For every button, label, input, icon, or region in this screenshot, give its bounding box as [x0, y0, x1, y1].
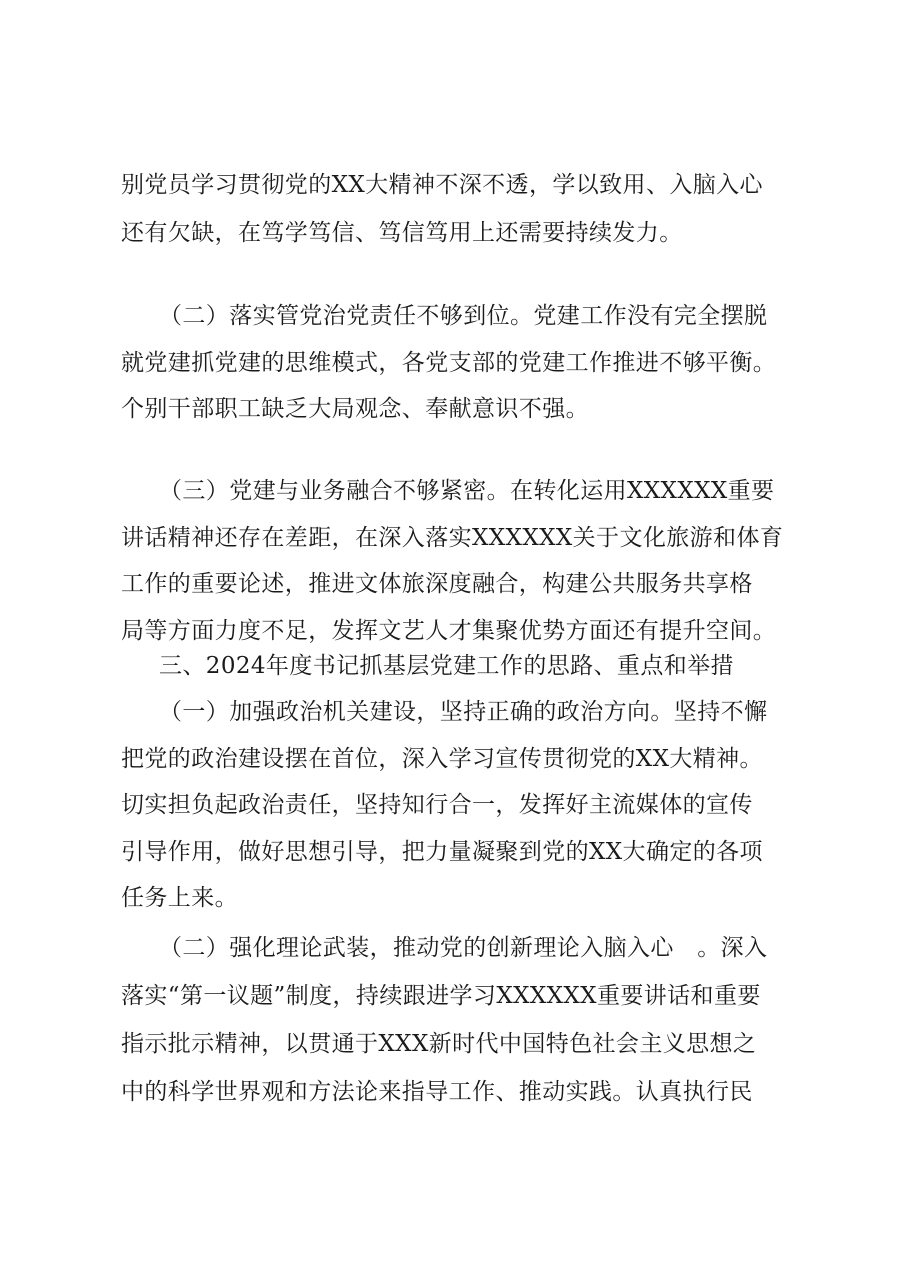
- section-heading-line: （一）加强政治机关建设，坚持正确的政治方向。坚持不懈: [159, 699, 768, 725]
- body-text-line: 中的科学世界观和方法论来指导工作、推动实践。认真执行民: [121, 1079, 753, 1105]
- body-text-line: 指示批示精神，以贯通于XXX新时代中国特色社会主义思想之: [121, 1031, 757, 1057]
- body-text-line: 局等方面力度不足，发挥文艺人才集聚优势方面还有提升空间。: [121, 618, 777, 644]
- body-text-line: 讲话精神还存在差距，在深入落实XXXXXX关于文化旅游和体育: [121, 525, 784, 551]
- body-text-line: 就党建抓党建的思维模式，各党支部的党建工作推进不够平衡。: [121, 350, 777, 376]
- body-text-line: 还有欠缺，在笃学笃信、笃信笃用上还需要持续发力。: [121, 220, 683, 246]
- body-text-line: 个别干部职工缺乏大局观念、奉献意识不强。: [121, 396, 589, 422]
- body-text-line: 把党的政治建设摆在首位，深入学习宣传贯彻党的XX大精神。: [121, 746, 763, 772]
- body-text-line: 工作的重要论述，推进文体旅深度融合，构建公共服务共享格: [121, 571, 753, 597]
- body-text-line: 别党员学习贯彻党的XX大精神不深不透，学以致用、入脑入心: [121, 172, 763, 198]
- body-text-line: 切实担负起政治责任，坚持知行合一，发挥好主流媒体的宣传: [121, 792, 753, 818]
- body-text-line: 落实“第一议题”制度，持续跟进学习XXXXXX重要讲话和重要: [121, 983, 761, 1009]
- section-heading-line: （二）强化理论武装，推动党的创新理论入脑入心 。深入: [159, 935, 768, 961]
- body-text-line: 引导作用，做好思想引导，把力量凝聚到党的XX大确定的各项: [121, 839, 763, 865]
- chapter-heading-line: 三、2024年度书记抓基层党建工作的思路、重点和举措: [159, 653, 734, 679]
- section-heading-line: （三）党建与业务融合不够紧密。在转化运用XXXXXX重要: [159, 478, 775, 504]
- body-text-line: 任务上来。: [121, 885, 238, 911]
- section-heading-line: （二）落实管党治党责任不够到位。党建工作没有完全摆脱: [159, 303, 768, 329]
